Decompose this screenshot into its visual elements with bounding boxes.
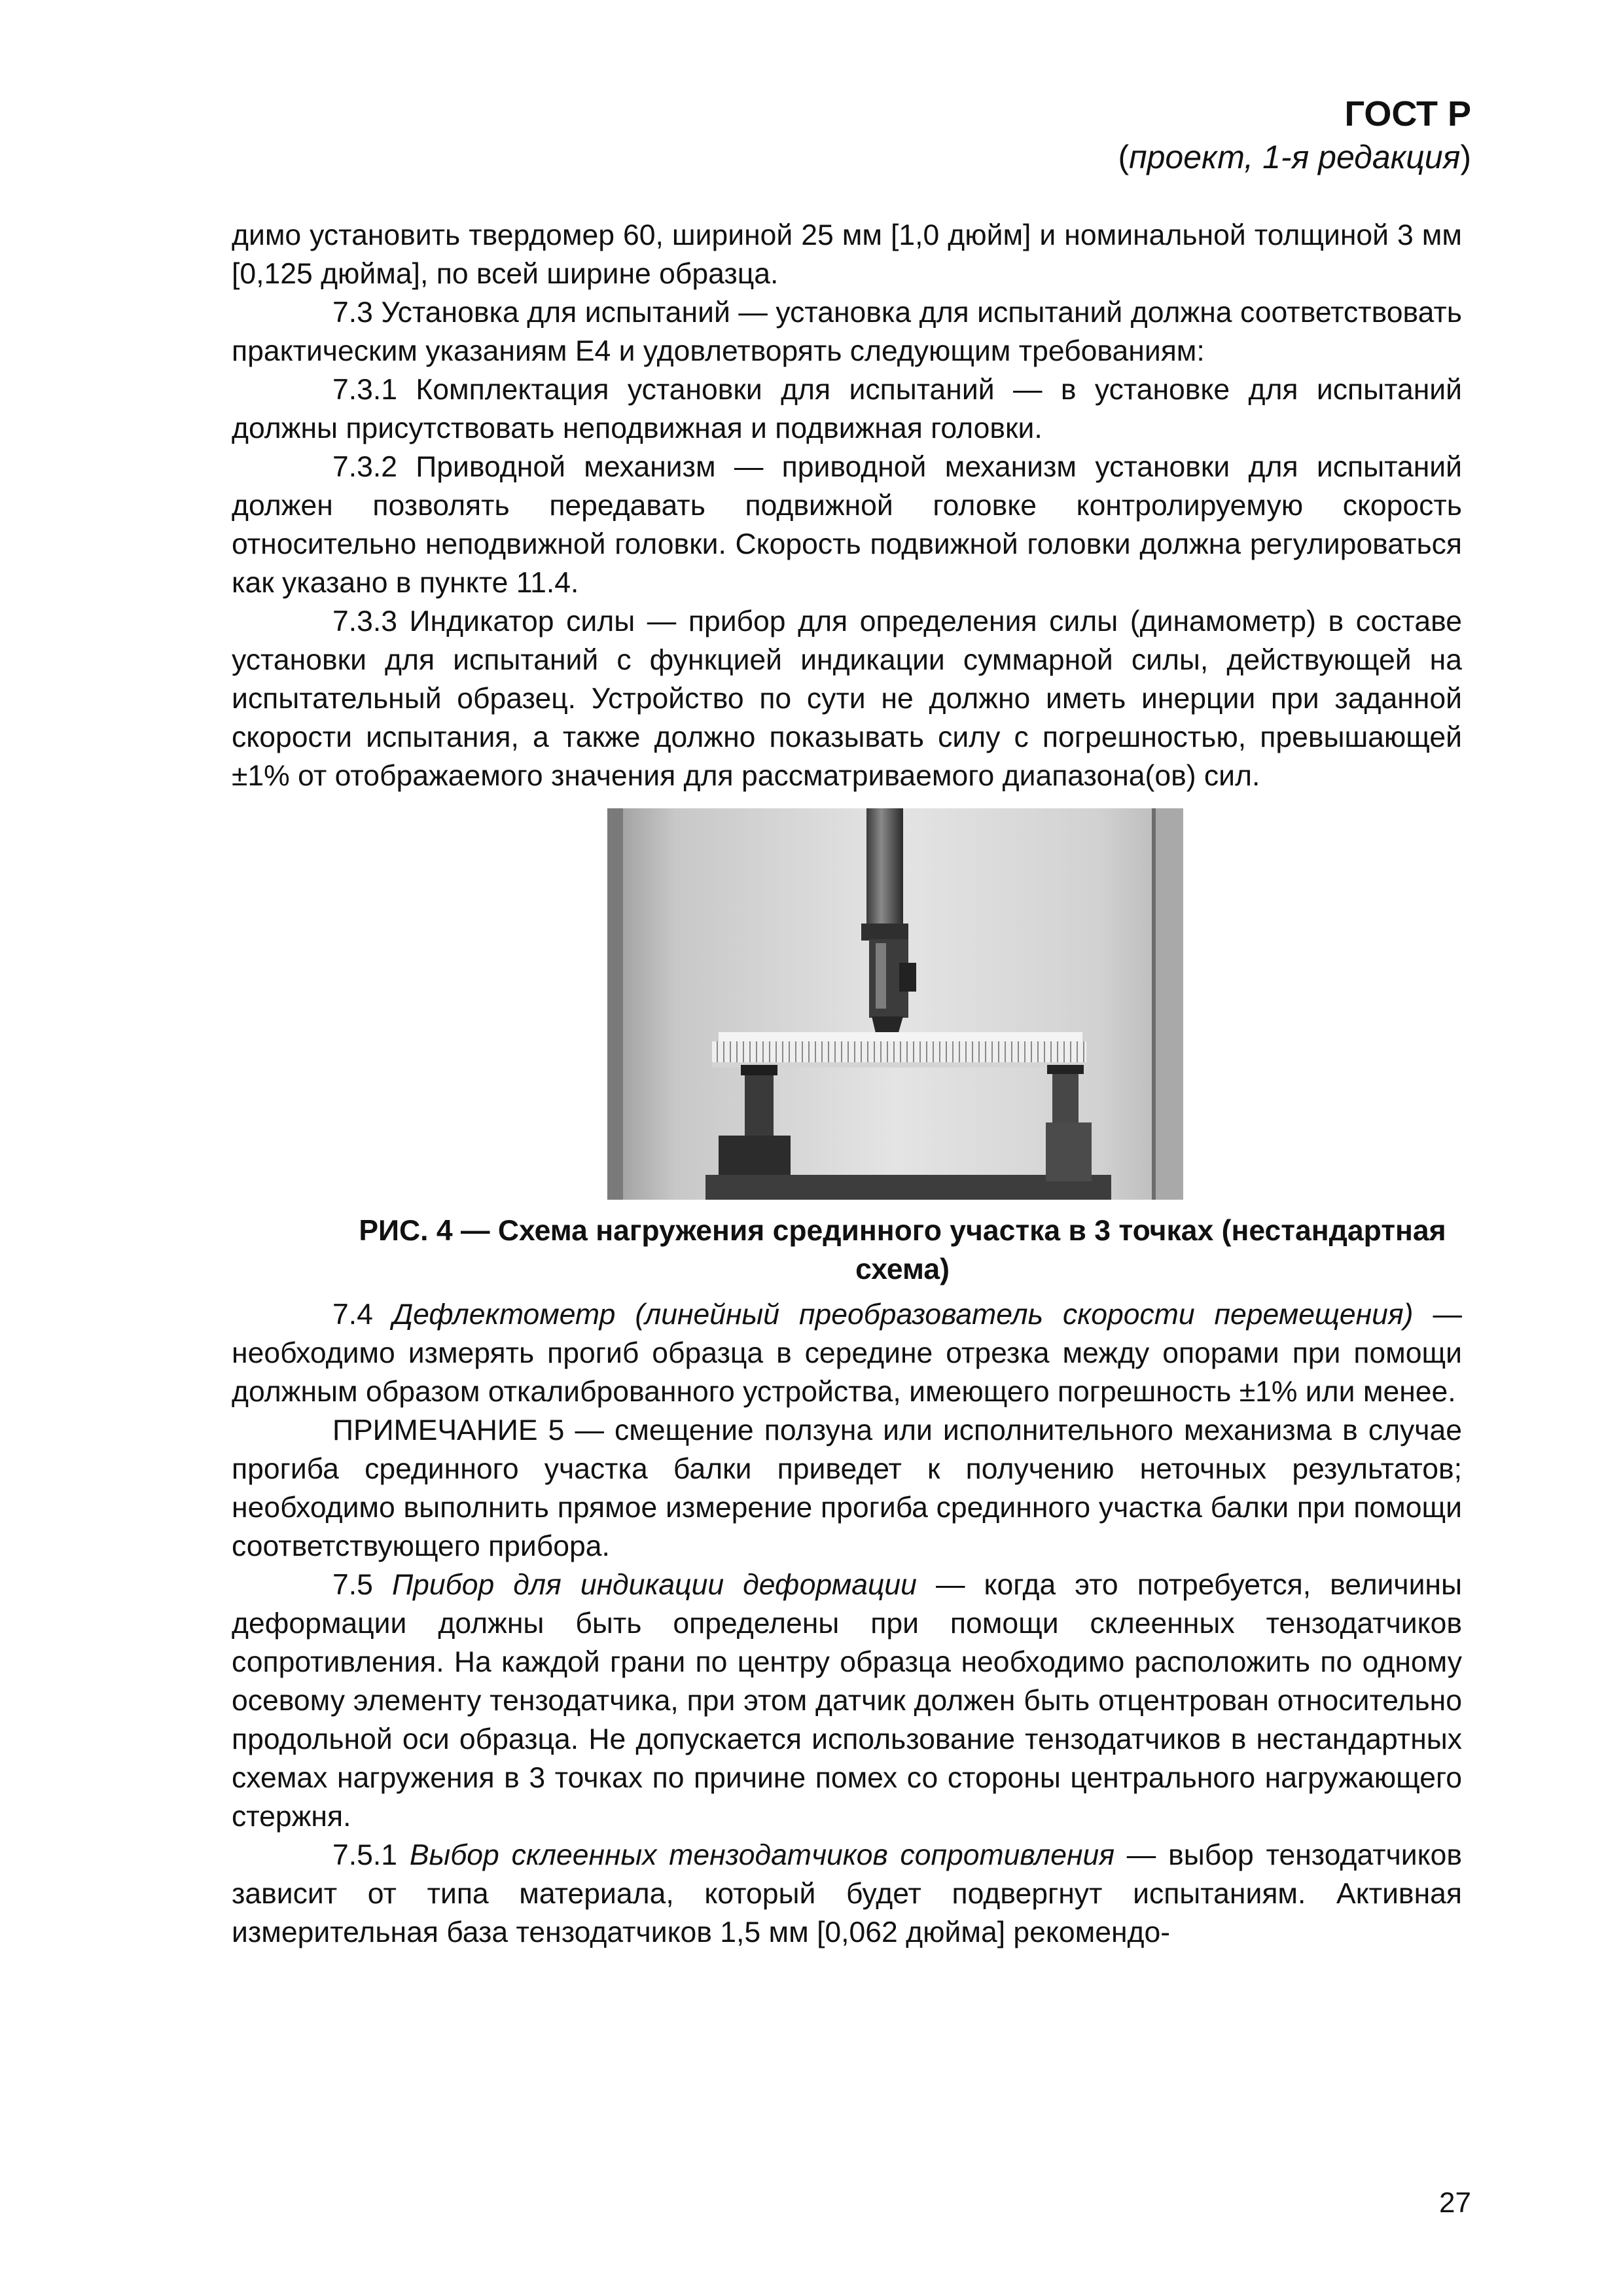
edition-text: проект, 1-я редакция <box>1129 139 1461 175</box>
left-support <box>745 1066 774 1145</box>
edition-note <box>1118 136 1471 178</box>
loading-head-highlight <box>876 943 886 1009</box>
specimen-honeycomb-core <box>712 1041 1086 1064</box>
section-7-5-1-title: Выбор склеенных тензодатчиков сопротивления <box>409 1839 1115 1871</box>
paragraph-7-5-1 <box>232 1836 1462 1952</box>
paragraph-7-3-2: 7.3.2 Приводной механизм — приводной механизм установки для испытаний должен позволять передавать подвижной головке контролируемую скорость относительно неподвижной головки. Скорость подвижной головки должна регулироваться как указано в пункте 11.4. <box>232 451 1462 599</box>
paragraph-7-4 <box>232 1295 1462 1411</box>
specimen-top-face <box>719 1032 1082 1043</box>
right-support-roller <box>1047 1065 1084 1074</box>
section-7-5-text: — когда это потребуется, величины деформации должны быть определены при помощи склеенных тензодатчиков сопротивления. На каждой грани по центру образца необходимо расположить по одному осевому элементу тензодатчика, при этом датчик должен быть отцентрован относительно продольной оси образца. Не допускается использование тензодатчиков в нестандартных схемах нагружения в 3 точках по причине помех со стороны центрального нагружающего стержня. <box>232 1569 1462 1833</box>
left-support-roller <box>741 1065 777 1075</box>
section-7-5-1-number: 7.5.1 <box>332 1839 410 1871</box>
right-support <box>1052 1066 1079 1129</box>
paragraph-7-3-3: 7.3.3 Индикатор силы — прибор для определения силы (динамометр) в составе установки для испытаний с функцией индикации суммарной силы, действующей на испытательный образец. Устройство по сути не должно иметь инерции при заданной скорости испытания, а также должно показывать силу с погрешностью, превышающей ±1% от отображаемого значения для рассматриваемого диапазона(ов) сил. <box>232 605 1462 792</box>
rod-collar <box>861 924 908 941</box>
head-bracket <box>899 963 916 992</box>
photo-right-edge <box>1152 808 1156 1200</box>
section-7-5-title: Прибор для индикации деформации <box>391 1569 917 1601</box>
page-number: 27 <box>1439 2187 1471 2219</box>
paragraph-7-3-1: 7.3.1 Комплектация установки для испытаний — в установке для испытаний должны присутствовать неподвижная и подвижная головки. <box>232 374 1462 444</box>
paragraph-continuation: димо установить твердомер 60, шириной 25 мм [1,0 дюйм] и номинальной толщиной 3 мм [0,125 дюйма], по всей ширине образца. <box>232 219 1462 290</box>
section-7-4-text: — необходимо измерять прогиб образца в середине отрезка между опорами при помощи должным образом откалиброванного устройства, имеющего погрешность ±1% или менее. <box>232 1299 1462 1408</box>
edition-paren-close: ) <box>1460 139 1471 175</box>
photo-right-frame <box>1154 808 1183 1200</box>
section-7-4-title: Дефлектометр (линейный преобразователь скорости перемещения) <box>392 1299 1414 1331</box>
note-5: ПРИМЕЧАНИЕ 5 — смещение ползуна или исполнительного механизма в случае прогиба срединного участка балки приведет к получению неточных результатов; необходимо выполнить прямое измерение прогиба срединного участка балки при помощи соответствующего прибора. <box>232 1414 1462 1562</box>
page-content <box>232 216 1462 1952</box>
photo-left-frame <box>607 808 623 1200</box>
figure-photo-three-point-bending <box>607 808 1183 1200</box>
fixture-base-right <box>1046 1122 1092 1181</box>
section-7-4-number: 7.4 <box>332 1299 393 1331</box>
document-header <box>1118 92 1471 178</box>
figure-caption: РИС. 4 — Схема нагружения срединного участка в 3 точках (нестандартная схема) <box>359 1215 1446 1285</box>
paragraph-7-3: 7.3 Установка для испытаний — установка для испытаний должна соответствовать практическим указаниям Е4 и удовлетворять следующим требованиям: <box>232 296 1462 367</box>
paragraph-7-5 <box>232 1566 1462 1836</box>
edition-paren-open: ( <box>1118 139 1130 175</box>
standard-designation: ГОСТ Р <box>1344 94 1471 134</box>
section-7-5-number: 7.5 <box>332 1569 392 1601</box>
section-7-5-1-text: — выбор тензодатчиков зависит от типа материала, который будет подвергнут испытаниям. Активная измерительная база тензодатчиков 1,5 мм [0,062 дюйма] рекомендо- <box>232 1839 1462 1948</box>
loading-rod <box>866 808 903 926</box>
